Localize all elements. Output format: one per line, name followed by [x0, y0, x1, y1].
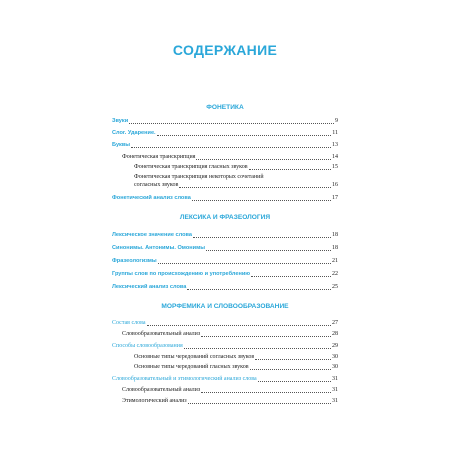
- leader-dots: [249, 164, 331, 170]
- toc-entry-page: 18: [332, 232, 338, 238]
- toc-entry-label: Синонимы. Антонимы. Омонимы: [112, 245, 206, 251]
- toc-entry-label: Словообразовательный анализ: [122, 387, 201, 393]
- toc-entry-page: 28: [332, 331, 338, 337]
- leader-dots: [250, 364, 331, 370]
- toc-entry-label: Состав слова: [112, 320, 146, 326]
- toc-entry[interactable]: [112, 244, 338, 252]
- leader-dots: [157, 130, 332, 136]
- leader-dots: [258, 376, 331, 382]
- toc-entry[interactable]: [134, 173, 338, 189]
- toc-entry-label: Лексический анализ слова: [112, 284, 187, 290]
- toc-entry-page: 17: [332, 195, 338, 201]
- toc-entry[interactable]: [112, 117, 338, 125]
- toc-entry[interactable]: [112, 319, 338, 327]
- toc-entry-label: Словообразовательный и этимологический анализ слова: [112, 376, 257, 382]
- toc-entry[interactable]: [134, 353, 338, 361]
- toc-entry-page: 31: [332, 387, 338, 393]
- toc-entry-label: Группы слов по происхождению и употреблению: [112, 271, 251, 277]
- toc-entry-label: Фонетическая транскрипция гласных звуков: [134, 164, 248, 170]
- toc-entry-page: 11: [332, 130, 338, 136]
- toc-entry-label: Основные типы чередований согласных звуков: [134, 354, 255, 360]
- leader-dots: [129, 118, 334, 124]
- toc-entry-page: 9: [335, 118, 338, 124]
- leader-dots: [193, 232, 331, 238]
- leader-dots: [192, 195, 331, 201]
- toc-entry[interactable]: [112, 283, 338, 291]
- toc-entry-page: 16: [332, 182, 338, 188]
- section-title-phonetics: ФОНЕТИКА: [206, 104, 244, 111]
- toc-entry-label: согласных звуков: [134, 182, 179, 188]
- toc-entry-page: 29: [332, 343, 338, 349]
- toc-entry-page: 13: [332, 142, 338, 148]
- toc-entry-label: Слог. Ударение.: [112, 130, 156, 136]
- page-title: СОДЕРЖАНИЕ: [172, 42, 278, 58]
- toc-entry-label: Этимологический анализ: [122, 398, 187, 404]
- toc-entry[interactable]: [112, 342, 338, 350]
- toc-entry-page: 31: [332, 376, 338, 382]
- toc-entry[interactable]: [112, 194, 338, 202]
- section-title-morphemics: МОРФЕМИКА И СЛОВООБРАЗОВАНИЕ: [161, 303, 289, 310]
- leader-dots: [187, 284, 331, 290]
- leader-dots: [201, 331, 331, 337]
- toc-entry[interactable]: [122, 330, 338, 338]
- toc-entry-label: Способы словообразования: [112, 343, 183, 349]
- leader-dots: [206, 245, 331, 251]
- toc-entry-label: Фонетическая транскрипция некоторых сочетаний: [134, 174, 264, 180]
- leader-dots: [184, 343, 331, 349]
- leader-dots: [196, 154, 331, 160]
- toc-entry[interactable]: [134, 163, 338, 171]
- toc-entry[interactable]: [112, 270, 338, 278]
- toc-entry-label: Фразеологизмы: [112, 258, 157, 264]
- toc-entry[interactable]: [122, 153, 338, 161]
- toc-entry[interactable]: [112, 129, 338, 137]
- toc-entry-label: Фонетический анализ слова: [112, 195, 191, 201]
- toc-entry-page: 30: [332, 354, 338, 360]
- toc-entry-page: 15: [332, 164, 338, 170]
- toc-entry-label: Лексическое значение слова: [112, 232, 192, 238]
- toc-entry-label: Словообразовательный анализ: [122, 331, 201, 337]
- toc-entry[interactable]: [112, 257, 338, 265]
- leader-dots: [131, 142, 331, 148]
- toc-entry-page: 22: [332, 271, 338, 277]
- toc-entry-label: Буквы: [112, 142, 131, 148]
- leader-dots: [201, 387, 331, 393]
- leader-dots: [147, 320, 331, 326]
- toc-entry-label: Основные типы чередований гласных звуков: [134, 364, 249, 370]
- leader-dots: [255, 354, 331, 360]
- leader-dots: [188, 398, 331, 404]
- toc-entry[interactable]: [112, 141, 338, 149]
- toc-entry-label: Звуки: [112, 118, 129, 124]
- toc-entry-page: 21: [332, 258, 338, 264]
- toc-entry-label: Фонетическая транскрипция: [122, 154, 196, 160]
- toc-entry-page: 31: [332, 398, 338, 404]
- leader-dots: [251, 271, 331, 277]
- leader-dots: [158, 258, 331, 264]
- toc-entry-page: 27: [332, 320, 338, 326]
- toc-entry-page: 14: [332, 154, 338, 160]
- section-title-lexicology: ЛЕКСИКА И ФРАЗЕОЛОГИЯ: [179, 214, 271, 221]
- toc-entry[interactable]: [134, 363, 338, 371]
- toc-entry[interactable]: [122, 386, 338, 394]
- toc-entry[interactable]: [112, 375, 338, 383]
- toc-entry[interactable]: [122, 397, 338, 405]
- toc-entry-page: 30: [332, 364, 338, 370]
- toc-entry[interactable]: [112, 231, 338, 239]
- toc-entry-page: 18: [332, 245, 338, 251]
- leader-dots: [179, 182, 331, 188]
- toc-entry-page: 25: [332, 284, 338, 290]
